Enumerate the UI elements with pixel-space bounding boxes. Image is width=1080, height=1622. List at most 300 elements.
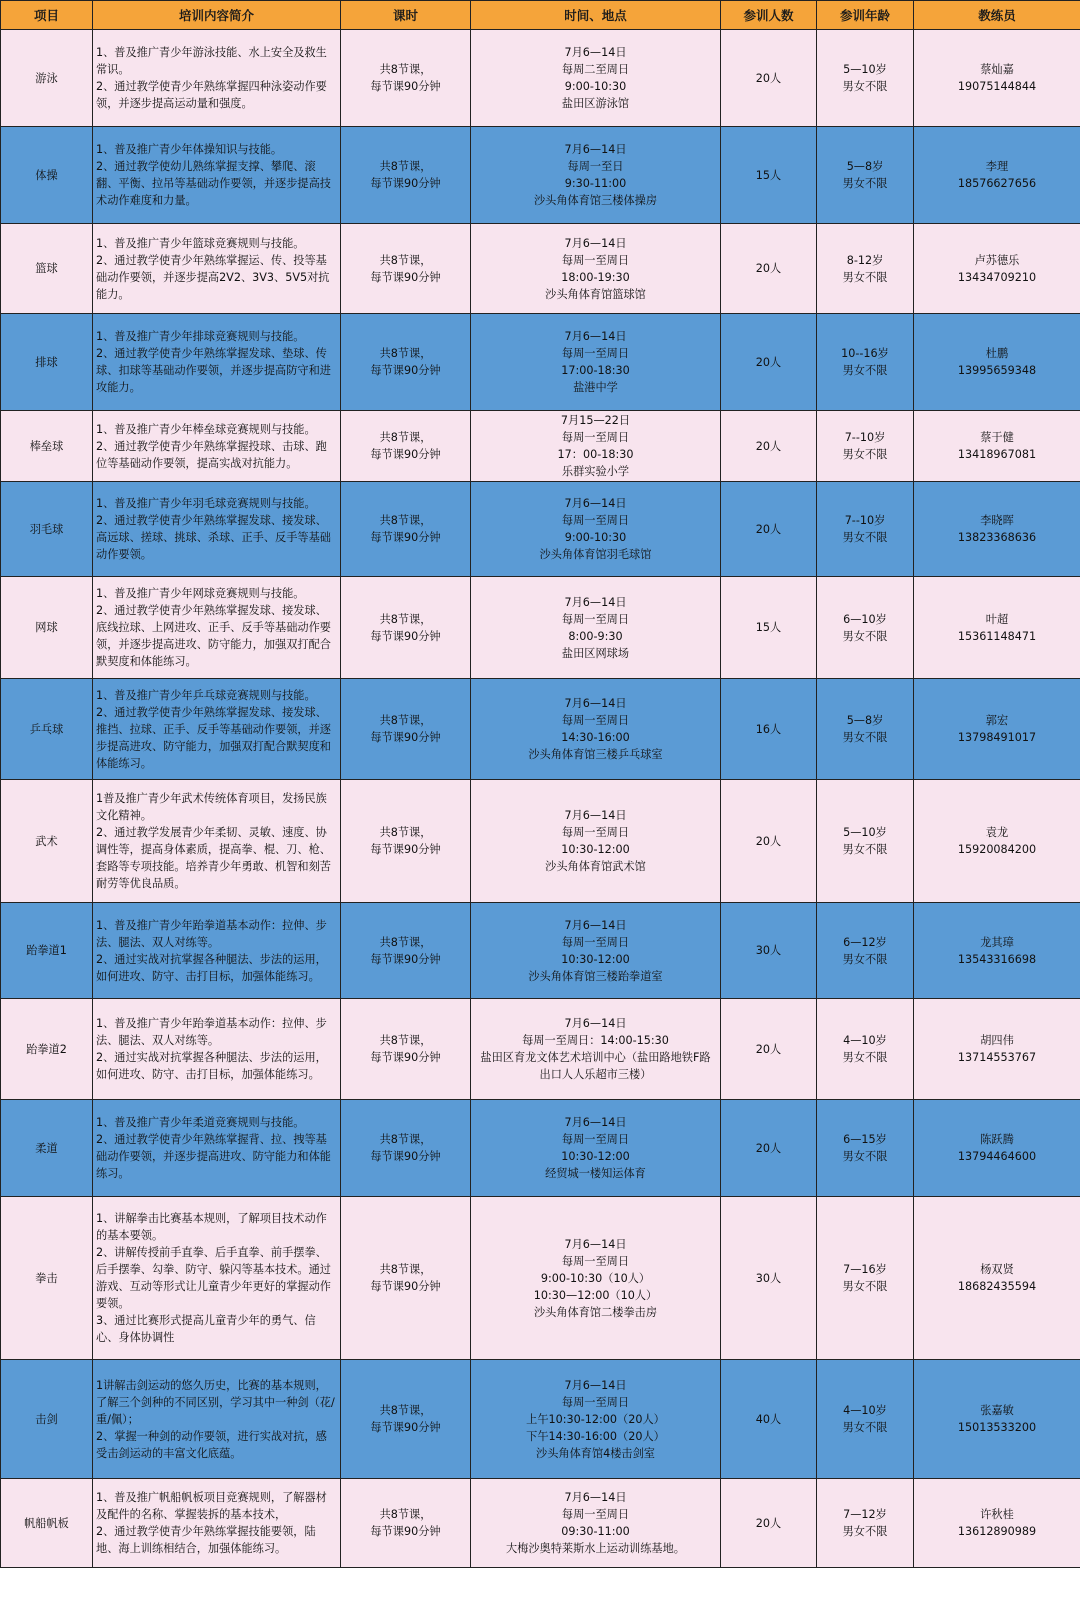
table-row (1, 780, 1080, 903)
time-place-cell-line: 9:00-10:30（10人） (540, 1271, 651, 1285)
hours-cell (341, 482, 471, 577)
project-cell: 游泳 (1, 30, 93, 127)
coach-cell-line: 许秋桂 (980, 1508, 1014, 1521)
coach-cell-line: 郭宏 (985, 714, 1009, 727)
hours-cell-line: 每节课90分钟 (370, 952, 441, 966)
age-cell (817, 482, 914, 577)
coach-cell (914, 780, 1080, 903)
intro-cell-line: 1、普及推广青少年乒乓球竞赛规则与技能。 (96, 688, 316, 702)
coach-cell-line: 龙其璋 (980, 935, 1014, 949)
time-place-cell-line: 7月6—14日 (564, 236, 627, 250)
hours-cell-line: 共8节课， (379, 1508, 432, 1521)
time-place-cell-line: 每周一至周日 (561, 1395, 630, 1409)
header-coach: 教练员 (914, 1, 1080, 30)
intro-cell-line: 2、通过教学发展青少年柔韧、灵敏、速度、协调性等，提高身体素质，提高拳、棍、刀、枪、套路等专项技能。培养青少年勇敢、机智和刻苦耐劳等优良品质。 (96, 826, 331, 890)
hours-cell-line: 每节课90分钟 (370, 843, 441, 856)
time-place-cell (471, 127, 721, 224)
hours-cell-line: 每节课90分钟 (370, 629, 441, 643)
intro-cell-line: 2、通过教学使青少年熟练掌握运、传、投等基础动作要领，并逐步提高2V2、3V3、5V5对抗能力。 (96, 253, 330, 301)
time-place-cell-line: 8:00-9:30 (568, 629, 623, 643)
age-cell-line: 男女不限 (842, 1421, 888, 1434)
age-cell-line: 男女不限 (842, 1051, 888, 1064)
time-place-cell-line: 每周一至周日 (561, 347, 630, 360)
intro-cell-line: 2、通过教学使青少年熟练掌握发球、垫球、传球、扣球等基础动作要领，并逐步提高防守和进攻能力。 (96, 347, 331, 394)
count-cell: 40人 (721, 1360, 817, 1479)
coach-cell-line: 15013533200 (957, 1421, 1037, 1434)
time-place-cell-line: 大梅沙奥特莱斯水上运动训练基地。 (505, 1542, 685, 1555)
intro-cell (93, 679, 341, 780)
header-project: 项目 (1, 1, 93, 30)
age-cell-line: 7--10岁 (844, 431, 886, 444)
coach-cell-line: 胡四伟 (980, 1034, 1014, 1047)
intro-cell-line: 1、普及推广青少年羽毛球竞赛规则与技能。 (96, 497, 316, 510)
age-cell (817, 679, 914, 780)
intro-cell (93, 224, 341, 314)
time-place-cell-line: 每周二至周日 (561, 63, 630, 76)
hours-cell-line: 共8节课， (379, 431, 432, 444)
age-cell (817, 999, 914, 1100)
hours-cell (341, 903, 471, 999)
age-cell-line: 7—16岁 (843, 1263, 887, 1276)
age-cell-line: 6—15岁 (843, 1133, 887, 1146)
coach-cell-line: 袁龙 (985, 826, 1009, 839)
time-place-cell-line: 每周一至日 (567, 160, 624, 173)
time-place-cell-line: 7月6—14日 (564, 1017, 627, 1030)
hours-cell-line: 每节课90分钟 (370, 177, 441, 190)
age-cell-line: 男女不限 (842, 1525, 888, 1538)
age-cell (817, 127, 914, 224)
intro-cell (93, 999, 341, 1100)
hours-cell-line: 每节课90分钟 (370, 531, 441, 544)
coach-cell-line: 18682435594 (957, 1280, 1037, 1293)
coach-cell-line: 13714553767 (957, 1051, 1037, 1064)
time-place-cell (471, 999, 721, 1100)
age-cell-line: 男女不限 (842, 731, 888, 744)
time-place-cell-line: 沙头角体育馆三楼乒乓球室 (528, 748, 663, 761)
header-time-place: 时间、地点 (471, 1, 721, 30)
intro-cell-line: 1、普及推广青少年体操知识与技能。 (96, 143, 283, 156)
count-cell: 15人 (721, 127, 817, 224)
time-place-cell-line: 沙头角体育馆三楼跆拳道室 (528, 969, 663, 983)
intro-cell (93, 903, 341, 999)
count-cell: 20人 (721, 1100, 817, 1197)
count-cell: 20人 (721, 482, 817, 577)
time-place-cell (471, 780, 721, 903)
age-cell (817, 30, 914, 127)
project-cell: 棒垒球 (1, 411, 93, 482)
time-place-cell-line: 每周一至周日 (561, 714, 630, 727)
table-row (1, 314, 1080, 411)
coach-cell (914, 30, 1080, 127)
time-place-cell-line: 10:30-12:00 (561, 1150, 630, 1163)
intro-cell-line: 2、通过教学使青少年熟练掌握发球、接发球、底线拉球、上网进攻、正手、反手等基础动作要领，并逐步提高进攻、防守能力，加强双打配合默契度和体能练习。 (96, 604, 331, 668)
table-row (1, 1197, 1080, 1360)
project-cell: 跆拳道1 (1, 903, 93, 999)
header-hours: 课时 (341, 1, 471, 30)
coach-cell-line: 李晓晖 (980, 514, 1014, 527)
intro-cell-line: 1、普及推广青少年柔道竞赛规则与技能。 (96, 1116, 305, 1129)
time-place-cell (471, 903, 721, 999)
hours-cell (341, 679, 471, 780)
age-cell (817, 903, 914, 999)
coach-cell (914, 903, 1080, 999)
table-row (1, 224, 1080, 314)
coach-cell-line: 13543316698 (957, 952, 1037, 966)
age-cell-line: 10--16岁 (841, 347, 889, 360)
table-row (1, 30, 1080, 127)
time-place-cell-line: 7月15—22日 (560, 414, 631, 427)
intro-cell-line: 2、通过教学使幼儿熟练掌握支撑、攀爬、滚翻、平衡、拉吊等基础动作要领，并逐步提高技术动作难度和力量。 (96, 160, 331, 207)
age-cell-line: 4—10岁 (843, 1034, 887, 1047)
table-row (1, 411, 1080, 482)
coach-cell (914, 1100, 1080, 1197)
intro-cell-line: 1讲解击剑运动的悠久历史，比赛的基本规则，了解三个剑种的不同区别，学习其中一种剑（花/重/佩）； (96, 1378, 335, 1426)
intro-cell (93, 411, 341, 482)
coach-cell (914, 482, 1080, 577)
intro-cell-line: 1、讲解拳击比赛基本规则，了解项目技术动作的基本要领。 (96, 1212, 327, 1242)
project-cell: 击剑 (1, 1360, 93, 1479)
project-cell: 柔道 (1, 1100, 93, 1197)
age-cell-line: 男女不限 (842, 177, 888, 190)
coach-cell-line: 13612890989 (957, 1525, 1037, 1538)
hours-cell-line: 共8节课， (379, 514, 432, 527)
header-intro: 培训内容简介 (93, 1, 341, 30)
time-place-cell (471, 679, 721, 780)
age-cell-line: 7--10岁 (844, 514, 886, 527)
intro-cell-line: 2、讲解传授前手直拳、后手直拳、前手摆拳、后手摆拳、勾拳、防守、躲闪等基本技术。通过游戏、互动等形式让儿童青少年更好的掌握动作要领。 (96, 1246, 331, 1310)
hours-cell-line: 共8节课， (379, 253, 432, 267)
coach-cell-line: 13995659348 (957, 364, 1037, 377)
coach-cell-line: 叶超 (985, 612, 1009, 626)
time-place-cell-line: 每周一至周日 (561, 253, 630, 267)
hours-cell (341, 577, 471, 679)
project-cell: 武术 (1, 780, 93, 903)
time-place-cell-line: 18:00-19:30 (561, 270, 630, 284)
age-cell-line: 男女不限 (842, 1280, 888, 1293)
project-cell: 篮球 (1, 224, 93, 314)
age-cell-line: 男女不限 (842, 843, 888, 856)
time-place-cell-line: 沙头角体育馆4楼击剑室 (536, 1446, 655, 1460)
hours-cell (341, 314, 471, 411)
coach-cell-line: 13798491017 (957, 731, 1037, 744)
age-cell-line: 5—8岁 (846, 160, 884, 173)
time-place-cell-line: 经贸城一楼知运体育 (545, 1167, 646, 1180)
time-place-cell-line: 每周一至周日 (561, 826, 630, 839)
coach-cell (914, 1479, 1080, 1568)
intro-cell-line: 2、通过教学使青少年熟练掌握四种泳姿动作要领，并逐步提高运动量和强度。 (96, 80, 327, 110)
time-place-cell-line: 沙头角体育馆武术馆 (545, 860, 646, 873)
time-place-cell-line: 9:00-10:30 (564, 80, 627, 93)
time-place-cell-line: 每周一至周日 (561, 1508, 630, 1521)
time-place-cell-line: 每周一至周日 (561, 1133, 630, 1146)
intro-cell (93, 127, 341, 224)
coach-cell-line: 19075144844 (957, 80, 1037, 93)
hours-cell-line: 共8节课， (379, 1133, 432, 1146)
coach-cell (914, 1197, 1080, 1360)
count-cell: 20人 (721, 999, 817, 1100)
age-cell-line: 男女不限 (842, 448, 888, 461)
time-place-cell-line: 每周一至周日 (561, 431, 630, 444)
time-place-cell-line: 盐田区育龙文体艺术培训中心（盐田路地铁F路 (480, 1051, 711, 1064)
intro-cell (93, 780, 341, 903)
coach-cell (914, 999, 1080, 1100)
coach-cell-line: 蔡灿嘉 (980, 63, 1014, 76)
age-cell-line: 男女不限 (842, 629, 888, 643)
intro-cell (93, 1479, 341, 1568)
project-cell: 网球 (1, 577, 93, 679)
time-place-cell (471, 482, 721, 577)
intro-cell (93, 314, 341, 411)
count-cell: 20人 (721, 314, 817, 411)
age-cell (817, 1100, 914, 1197)
coach-cell (914, 577, 1080, 679)
age-cell-line: 5—10岁 (843, 826, 887, 839)
coach-cell-line: 15920084200 (957, 843, 1037, 856)
coach-cell-line: 杜鹏 (985, 347, 1009, 360)
coach-cell-line: 13418967081 (957, 448, 1037, 461)
intro-cell-line: 1、普及推广青少年跆拳道基本动作：拉伸、步法、腿法、双人对练等。 (96, 1017, 327, 1047)
intro-cell (93, 1100, 341, 1197)
hours-cell-line: 每节课90分钟 (370, 1150, 441, 1163)
time-place-cell-line: 09:30-11:00 (561, 1525, 630, 1538)
time-place-cell-line: 10:30-12:00 (561, 843, 630, 856)
time-place-cell (471, 30, 721, 127)
project-cell: 拳击 (1, 1197, 93, 1360)
coach-cell-line: 张嘉敏 (980, 1404, 1014, 1417)
age-cell-line: 4—10岁 (843, 1404, 887, 1417)
count-cell: 20人 (721, 411, 817, 482)
age-cell (817, 577, 914, 679)
hours-cell (341, 999, 471, 1100)
hours-cell-line: 每节课90分钟 (370, 1051, 441, 1064)
hours-cell-line: 每节课90分钟 (370, 1525, 441, 1538)
table-row (1, 577, 1080, 679)
hours-cell-line: 每节课90分钟 (370, 448, 441, 461)
age-cell-line: 男女不限 (842, 531, 888, 544)
intro-cell-line: 1、普及推广帆船帆板项目竞赛规则，了解器材及配件的名称、掌握装拆的基本技术， (96, 1491, 327, 1521)
time-place-cell-line: 每周一至周日 (561, 1254, 630, 1268)
coach-cell-line: 蔡于健 (980, 431, 1014, 444)
age-cell-line: 8-12岁 (846, 253, 884, 267)
hours-cell-line: 共8节课， (379, 63, 432, 76)
age-cell-line: 男女不限 (842, 80, 888, 93)
time-place-cell-line: 7月6—14日 (564, 595, 627, 609)
age-cell (817, 314, 914, 411)
coach-cell (914, 127, 1080, 224)
table-row (1, 679, 1080, 780)
hours-cell (341, 224, 471, 314)
intro-cell-line: 2、通过教学使青少年熟练掌握投球、击球、跑位等基础动作要领，提高实战对抗能力。 (96, 439, 327, 470)
table-row (1, 127, 1080, 224)
time-place-cell (471, 1100, 721, 1197)
intro-cell-line: 1、普及推广青少年游泳技能、水上安全及救生常识。 (96, 46, 327, 76)
time-place-cell-line: 14:30-16:00 (561, 731, 630, 744)
hours-cell-line: 每节课90分钟 (370, 364, 441, 377)
hours-cell-line: 共8节课， (379, 935, 432, 949)
count-cell: 30人 (721, 903, 817, 999)
coach-cell-line: 13823368636 (957, 531, 1037, 544)
intro-cell-line: 1、普及推广青少年网球竞赛规则与技能。 (96, 587, 305, 600)
intro-cell (93, 30, 341, 127)
coach-cell-line: 18576627656 (957, 177, 1037, 190)
time-place-cell-line: 7月6—14日 (564, 1116, 627, 1129)
time-place-cell-line: 盐田区游泳馆 (561, 97, 630, 110)
time-place-cell-line: 沙头角体育馆羽毛球馆 (539, 548, 652, 561)
header-count: 参训人数 (721, 1, 817, 30)
hours-cell-line: 共8节课， (379, 1034, 432, 1047)
project-cell: 体操 (1, 127, 93, 224)
hours-cell-line: 每节课90分钟 (370, 1280, 441, 1293)
hours-cell (341, 1360, 471, 1479)
hours-cell (341, 780, 471, 903)
time-place-cell-line: 7月6—14日 (564, 1237, 627, 1251)
coach-cell-line: 陈跃腾 (980, 1133, 1014, 1146)
intro-cell-line: 2、通过实战对抗掌握各种腿法、步法的运用，如何进攻、防守、击打目标，加强体能练习。 (96, 1051, 327, 1081)
time-place-cell (471, 224, 721, 314)
age-cell-line: 男女不限 (842, 952, 888, 966)
time-place-cell-line: 每周一至周日 (561, 935, 630, 949)
intro-cell-line: 1、普及推广青少年棒垒球竞赛规则与技能。 (96, 422, 316, 436)
coach-cell (914, 224, 1080, 314)
age-cell (817, 780, 914, 903)
time-place-cell-line: 7月6—14日 (564, 697, 627, 710)
hours-cell (341, 411, 471, 482)
time-place-cell-line: 17：00-18:30 (557, 448, 634, 461)
intro-cell-line: 1、普及推广青少年跆拳道基本动作：拉伸、步法、腿法、双人对练等。 (96, 918, 327, 949)
coach-cell-line: 李理 (985, 160, 1009, 173)
age-cell-line: 7—12岁 (843, 1508, 887, 1521)
project-cell: 排球 (1, 314, 93, 411)
intro-cell-line: 2、通过教学使青少年熟练掌握发球、接发球、推挡、拉球、正手、反手等基础动作要领，并逐步提高进攻、防守能力，加强双打配合默契度和体能练习。 (96, 705, 331, 770)
coach-cell-line: 杨双贤 (980, 1263, 1014, 1276)
hours-cell-line: 每节课90分钟 (370, 1421, 441, 1434)
intro-cell-line: 2、通过教学使青少年熟练掌握背、拉、拽等基础动作要领，并逐步提高进攻、防守能力和体能练习。 (96, 1133, 331, 1180)
intro-cell-line: 1、普及推广青少年排球竞赛规则与技能。 (96, 330, 305, 343)
coach-cell-line: 13434709210 (957, 270, 1037, 284)
table-body (1, 30, 1080, 1568)
intro-cell-line: 2、通过教学使青少年熟练掌握发球、接发球、高远球、搓球、挑球、杀球、正手、反手等基础动作要领。 (96, 514, 331, 561)
time-place-cell-line: 每周一至周日：14:00-15:30 (522, 1034, 669, 1047)
intro-cell-line: 3、通过比赛形式提高儿童青少年的勇气、信心、身体协调性 (96, 1314, 316, 1344)
table-row (1, 482, 1080, 577)
project-cell: 羽毛球 (1, 482, 93, 577)
hours-cell-line: 共8节课， (379, 612, 432, 626)
time-place-cell-line: 7月6—14日 (564, 46, 627, 59)
hours-cell (341, 30, 471, 127)
age-cell (817, 1479, 914, 1568)
time-place-cell-line: 沙头角体育馆三楼体操房 (533, 194, 658, 207)
hours-cell-line: 每节课90分钟 (370, 80, 441, 93)
time-place-cell-line: 下午14:30-16:00（20人） (526, 1429, 665, 1443)
time-place-cell-line: 7月6—14日 (564, 143, 627, 156)
intro-cell (93, 577, 341, 679)
coach-cell-line: 13794464600 (957, 1150, 1037, 1163)
age-cell (817, 1197, 914, 1360)
hours-cell-line: 共8节课， (379, 1404, 432, 1417)
time-place-cell-line: 盐田区网球场 (561, 646, 630, 660)
coach-cell (914, 1360, 1080, 1479)
count-cell: 20人 (721, 780, 817, 903)
count-cell: 30人 (721, 1197, 817, 1360)
hours-cell-line: 共8节课， (379, 714, 432, 727)
coach-cell (914, 679, 1080, 780)
intro-cell-line: 1、普及推广青少年篮球竞赛规则与技能。 (96, 236, 305, 250)
project-cell: 跆拳道2 (1, 999, 93, 1100)
hours-cell (341, 127, 471, 224)
count-cell: 20人 (721, 1479, 817, 1568)
time-place-cell-line: 9:00-10:30 (564, 531, 627, 544)
intro-cell-line: 2、通过教学使青少年熟练掌握技能要领，陆地、海上训练相结合，加强体能练习。 (96, 1525, 316, 1555)
hours-cell (341, 1479, 471, 1568)
time-place-cell-line: 10:30-12:00 (561, 952, 630, 966)
age-cell (817, 411, 914, 482)
time-place-cell-line: 7月6—14日 (564, 1491, 627, 1504)
time-place-cell-line: 沙头角体育馆二楼拳击房 (533, 1305, 658, 1319)
time-place-cell (471, 1197, 721, 1360)
hours-cell-line: 共8节课， (379, 826, 432, 839)
project-cell: 帆船帆板 (1, 1479, 93, 1568)
age-cell-line: 男女不限 (842, 1150, 888, 1163)
age-cell-line: 6—10岁 (843, 612, 887, 626)
table-row (1, 903, 1080, 999)
hours-cell-line: 每节课90分钟 (370, 270, 441, 284)
time-place-cell-line: 每周一至周日 (561, 612, 630, 626)
time-place-cell-line: 9:30-11:00 (564, 177, 627, 190)
header-age: 参训年龄 (817, 1, 914, 30)
hours-cell-line: 每节课90分钟 (370, 731, 441, 744)
time-place-cell (471, 577, 721, 679)
count-cell: 20人 (721, 30, 817, 127)
time-place-cell-line: 7月6—14日 (564, 809, 627, 822)
table-row (1, 999, 1080, 1100)
table-row (1, 1100, 1080, 1197)
time-place-cell-line: 出口人人乐超市三楼） (539, 1068, 652, 1081)
hours-cell-line: 共8节课， (379, 347, 432, 360)
table-row (1, 1360, 1080, 1479)
age-cell (817, 224, 914, 314)
count-cell: 15人 (721, 577, 817, 679)
time-place-cell (471, 314, 721, 411)
hours-cell-line: 共8节课， (379, 160, 432, 173)
time-place-cell-line: 上午10:30-12:00（20人） (526, 1412, 665, 1426)
hours-cell-line: 共8节课， (379, 1263, 432, 1276)
time-place-cell-line: 7月6—14日 (564, 918, 627, 932)
time-place-cell-line: 每周一至周日 (561, 514, 630, 527)
time-place-cell-line: 7月6—14日 (564, 497, 627, 510)
intro-cell (93, 1197, 341, 1360)
intro-cell (93, 482, 341, 577)
project-cell: 乒乓球 (1, 679, 93, 780)
age-cell-line: 男女不限 (842, 364, 888, 377)
time-place-cell (471, 411, 721, 482)
time-place-cell-line: 7月6—14日 (564, 330, 627, 343)
count-cell: 16人 (721, 679, 817, 780)
header-row (1, 1, 1080, 30)
age-cell-line: 5—10岁 (843, 63, 887, 76)
time-place-cell-line: 乐群实验小学 (561, 465, 630, 478)
time-place-cell-line: 7月6—14日 (564, 1378, 627, 1392)
time-place-cell (471, 1479, 721, 1568)
age-cell-line: 6—12岁 (843, 935, 887, 949)
coach-cell-line: 15361148471 (957, 629, 1037, 643)
intro-cell-line: 2、掌握一种剑的动作要领，进行实战对抗，感受击剑运动的丰富文化底蕴。 (96, 1429, 327, 1460)
hours-cell (341, 1197, 471, 1360)
time-place-cell-line: 10:30—12:00（10人） (533, 1288, 658, 1302)
time-place-cell (471, 1360, 721, 1479)
intro-cell (93, 1360, 341, 1479)
count-cell: 20人 (721, 224, 817, 314)
time-place-cell-line: 盐港中学 (573, 381, 618, 394)
